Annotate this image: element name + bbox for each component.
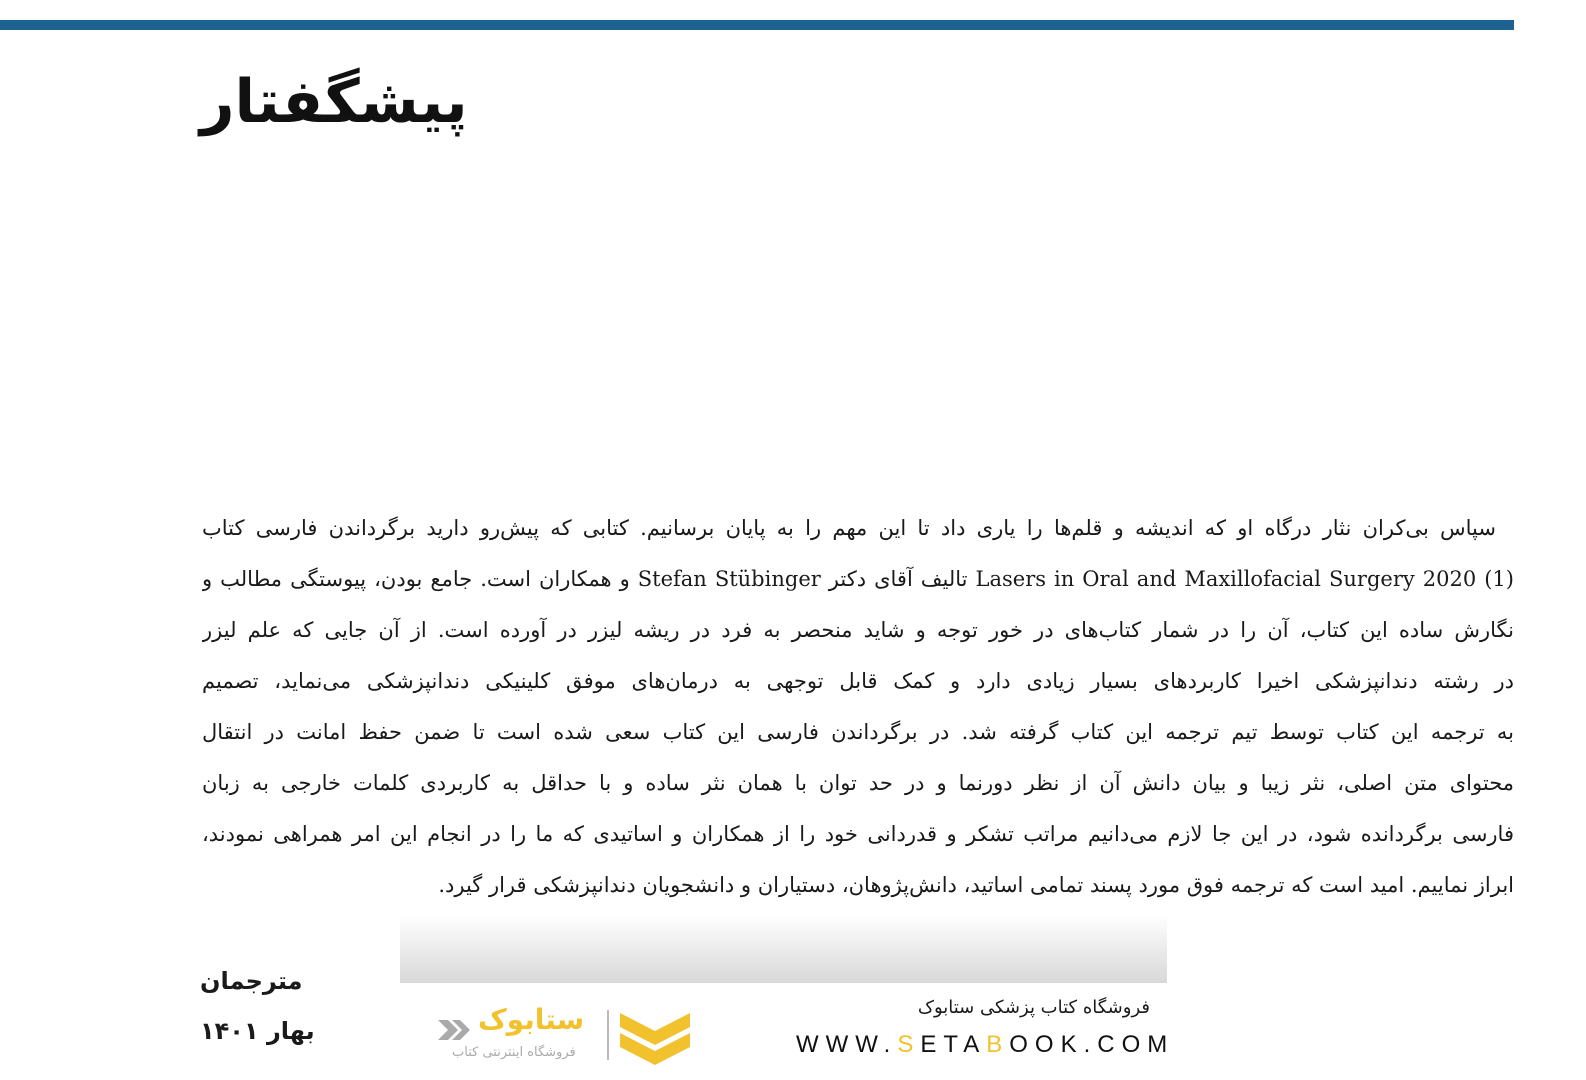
preface-paragraph	[202, 506, 1514, 914]
paragraph-line: نگارش ساده این کتاب، آن را در شمار کتاب‌های در خور توجه و شاید منحصر به فرد در ریشه لیزر در آورده است. از آن جایی که علم لیزر	[202, 618, 1514, 642]
paragraph-line: فارسی برگردانده شود، در این جا لازم می‌دانیم مراتب تشکر و قدردانی خود را از همکاران و اساتیدی که ما را در انجام این امر همراهی نمودند،	[202, 822, 1514, 846]
watermark-shop-name: فروشگاه کتاب پزشکی ستابوک	[917, 997, 1150, 1018]
paragraph-line: سپاس بی‌کران نثار درگاه او که اندیشه و قلم‌ها را یاری داد تا این مهم را به پایان برسانیم. کتابی که پیش‌رو دارید برگرداندن فارسی کتاب	[202, 516, 1496, 540]
url-part: ETA	[920, 1031, 987, 1058]
url-part: B	[986, 1031, 1010, 1058]
logo-subtitle: فروشگاه اینترنتی کتاب	[452, 1045, 576, 1060]
paragraph-line: (1) Lasers in Oral and Maxillofacial Surgery 2020 تالیف آقای دکتر Stefan Stübinger و همکاران است. جامع بودن، پیوستگی مطالب و	[202, 567, 1514, 591]
url-part: OOK.COM	[1009, 1031, 1175, 1058]
paragraph-line: ابراز نماییم. امید است که ترجمه فوق مورد پسند تمامی اساتید، دانش‌پژوهان، دستیاران و دانشجویان دندانپزشکی قرار گیرد.	[438, 873, 1514, 897]
paragraph-line: در رشته دندانپزشکی اخیرا کاربردهای بسیار زیادی دارد و کمک قابل توجهی به درمان‌های موفق کلینیکی دندانپزشکی می‌نماید، تصمیم	[202, 669, 1514, 693]
watermark-url	[796, 1030, 1174, 1060]
logo-text: ستابوک	[478, 1003, 585, 1036]
url-part: S	[897, 1031, 921, 1058]
paragraph-line: محتوای متن اصلی، نثر زیبا و بیان دانش آن از نظر دورنما و در حد توان با همان نثر ساده و با حداقل به کاربردی کلمات خارجی به زبان	[202, 771, 1514, 795]
top-accent-bar	[0, 20, 1514, 30]
signature-role: مترجمان	[200, 967, 303, 995]
page-title: پیشگفتار	[200, 67, 468, 137]
signature-date: بهار ۱۴۰۱	[200, 1017, 315, 1045]
watermark-shadow	[400, 915, 1167, 983]
paragraph-line: به ترجمه این کتاب توسط تیم ترجمه این کتاب گرفته شد. در برگرداندن فارسی این کتاب سعی شده است تا ضمن حفظ امانت در انتقال	[202, 720, 1514, 744]
url-part: WWW.	[796, 1031, 898, 1058]
